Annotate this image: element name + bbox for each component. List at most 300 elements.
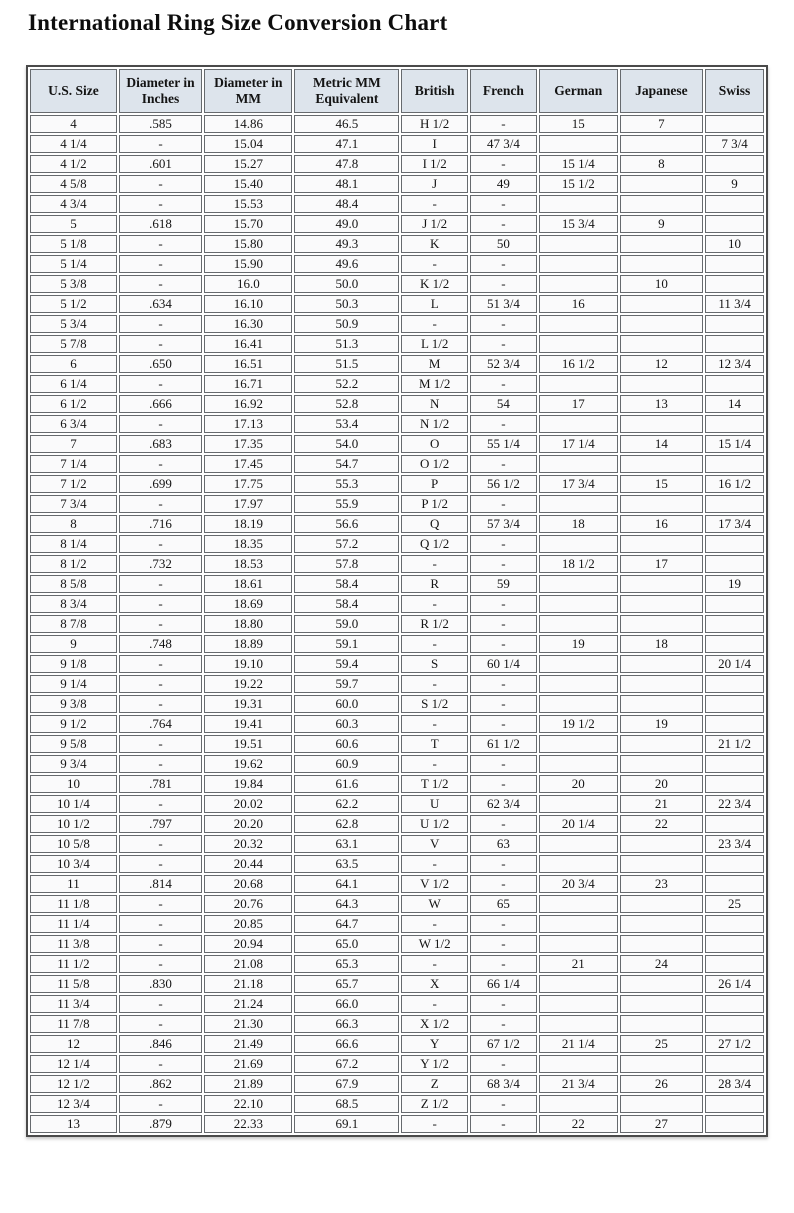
table-row	[30, 675, 764, 693]
cell: 14	[705, 395, 764, 413]
cell: 18	[539, 515, 618, 533]
cell: 18.35	[204, 535, 292, 553]
cell	[539, 1095, 618, 1113]
cell: 19.62	[204, 755, 292, 773]
cell: Z 1/2	[401, 1095, 468, 1113]
cell: -	[119, 195, 202, 213]
cell: 7 1/2	[30, 475, 117, 493]
cell: 9 5/8	[30, 735, 117, 753]
cell: -	[119, 455, 202, 473]
cell: H 1/2	[401, 115, 468, 133]
cell	[705, 195, 764, 213]
cell: 17	[539, 395, 618, 413]
table-row	[30, 855, 764, 873]
cell: 4 1/4	[30, 135, 117, 153]
cell	[705, 315, 764, 333]
cell: 27	[620, 1115, 703, 1133]
cell: 57 3/4	[470, 515, 537, 533]
cell: I	[401, 135, 468, 153]
cell: 21.30	[204, 1015, 292, 1033]
table-row	[30, 155, 764, 173]
cell: -	[119, 595, 202, 613]
cell	[539, 975, 618, 993]
cell: 47.8	[294, 155, 399, 173]
cell: 11 1/8	[30, 895, 117, 913]
cell	[620, 455, 703, 473]
cell: 9 3/4	[30, 755, 117, 773]
cell	[705, 495, 764, 513]
cell: -	[119, 915, 202, 933]
cell	[705, 255, 764, 273]
column-header: French	[470, 69, 537, 113]
cell	[620, 655, 703, 673]
cell	[705, 1115, 764, 1133]
cell: 50.9	[294, 315, 399, 333]
cell: T 1/2	[401, 775, 468, 793]
cell: -	[401, 855, 468, 873]
column-header: British	[401, 69, 468, 113]
cell: 12 3/4	[705, 355, 764, 373]
cell	[705, 675, 764, 693]
cell: .781	[119, 775, 202, 793]
cell: -	[119, 235, 202, 253]
cell: 17.13	[204, 415, 292, 433]
cell: 26 1/4	[705, 975, 764, 993]
cell	[705, 535, 764, 553]
cell: 54	[470, 395, 537, 413]
table-row	[30, 395, 764, 413]
cell: 17 3/4	[705, 515, 764, 533]
cell: -	[470, 915, 537, 933]
table-row	[30, 775, 764, 793]
cell: 21	[620, 795, 703, 813]
cell	[539, 415, 618, 433]
cell: 66.6	[294, 1035, 399, 1053]
cell: 21	[539, 955, 618, 973]
cell: 19.10	[204, 655, 292, 673]
cell: S	[401, 655, 468, 673]
cell: -	[470, 935, 537, 953]
cell: 19.22	[204, 675, 292, 693]
cell: 11 3/4	[30, 995, 117, 1013]
cell: 62.8	[294, 815, 399, 833]
cell: 52.8	[294, 395, 399, 413]
cell: 68.5	[294, 1095, 399, 1113]
cell: X	[401, 975, 468, 993]
cell: 22.33	[204, 1115, 292, 1133]
cell: 27 1/2	[705, 1035, 764, 1053]
cell: 15.04	[204, 135, 292, 153]
cell: -	[119, 375, 202, 393]
cell	[705, 995, 764, 1013]
cell: .683	[119, 435, 202, 453]
cell: 20.85	[204, 915, 292, 933]
cell: -	[119, 695, 202, 713]
cell: 67.2	[294, 1055, 399, 1073]
cell: .699	[119, 475, 202, 493]
cell: 22	[539, 1115, 618, 1133]
cell: Q	[401, 515, 468, 533]
cell: 57.2	[294, 535, 399, 553]
cell	[705, 335, 764, 353]
cell: 18.61	[204, 575, 292, 593]
cell: 15 1/4	[539, 155, 618, 173]
cell: 63.1	[294, 835, 399, 853]
cell: 66.3	[294, 1015, 399, 1033]
cell: -	[119, 735, 202, 753]
cell: 6 1/2	[30, 395, 117, 413]
cell	[539, 855, 618, 873]
cell: 61 1/2	[470, 735, 537, 753]
cell: 60.6	[294, 735, 399, 753]
cell: 19	[539, 635, 618, 653]
table-row	[30, 915, 764, 933]
cell: 15.80	[204, 235, 292, 253]
cell: 12	[620, 355, 703, 373]
cell: -	[119, 895, 202, 913]
cell: 58.4	[294, 575, 399, 593]
table-row	[30, 495, 764, 513]
cell: .830	[119, 975, 202, 993]
cell: R 1/2	[401, 615, 468, 633]
cell: .814	[119, 875, 202, 893]
cell: 18.89	[204, 635, 292, 653]
cell: 66 1/4	[470, 975, 537, 993]
cell: -	[119, 255, 202, 273]
table-row	[30, 275, 764, 293]
cell	[539, 835, 618, 853]
cell: 4 1/2	[30, 155, 117, 173]
cell: -	[470, 995, 537, 1013]
cell: 11 3/8	[30, 935, 117, 953]
cell: 21 1/2	[705, 735, 764, 753]
cell: -	[470, 775, 537, 793]
cell: U 1/2	[401, 815, 468, 833]
table-row	[30, 895, 764, 913]
cell: T	[401, 735, 468, 753]
cell: 11 3/4	[705, 295, 764, 313]
cell: 4 3/4	[30, 195, 117, 213]
cell	[705, 715, 764, 733]
table-row	[30, 755, 764, 773]
cell	[620, 615, 703, 633]
cell: 19.84	[204, 775, 292, 793]
cell: 16.51	[204, 355, 292, 373]
cell	[705, 615, 764, 633]
cell	[705, 275, 764, 293]
cell	[620, 675, 703, 693]
cell: 10	[620, 275, 703, 293]
cell: 21.69	[204, 1055, 292, 1073]
cell: 59.1	[294, 635, 399, 653]
cell: -	[470, 715, 537, 733]
cell: 9 1/2	[30, 715, 117, 733]
cell: 16.92	[204, 395, 292, 413]
cell: U	[401, 795, 468, 813]
cell: 8 7/8	[30, 615, 117, 633]
cell: .618	[119, 215, 202, 233]
cell: 64.7	[294, 915, 399, 933]
cell: 23 3/4	[705, 835, 764, 853]
column-header: Japanese	[620, 69, 703, 113]
cell: 22 3/4	[705, 795, 764, 813]
column-header: German	[539, 69, 618, 113]
cell: L	[401, 295, 468, 313]
cell: P	[401, 475, 468, 493]
table-row	[30, 955, 764, 973]
cell	[705, 1095, 764, 1113]
column-header: Diameter in MM	[204, 69, 292, 113]
cell: 58.4	[294, 595, 399, 613]
cell: 47 3/4	[470, 135, 537, 153]
cell: 55.9	[294, 495, 399, 513]
cell: -	[470, 495, 537, 513]
cell: 65.0	[294, 935, 399, 953]
cell: 59.4	[294, 655, 399, 673]
cell: 12 3/4	[30, 1095, 117, 1113]
cell: -	[119, 995, 202, 1013]
cell: 60.3	[294, 715, 399, 733]
column-header: Metric MM Equivalent	[294, 69, 399, 113]
cell	[705, 155, 764, 173]
cell	[620, 995, 703, 1013]
cell	[620, 895, 703, 913]
cell: 15.90	[204, 255, 292, 273]
cell: J	[401, 175, 468, 193]
cell	[539, 575, 618, 593]
cell: -	[470, 375, 537, 393]
cell	[539, 655, 618, 673]
cell	[620, 315, 703, 333]
cell: -	[470, 115, 537, 133]
cell: 15.53	[204, 195, 292, 213]
cell: 50.0	[294, 275, 399, 293]
cell	[539, 795, 618, 813]
cell: -	[119, 835, 202, 853]
cell: 59	[470, 575, 537, 593]
cell	[620, 1095, 703, 1113]
cell: -	[470, 215, 537, 233]
cell	[620, 915, 703, 933]
cell: 12	[30, 1035, 117, 1053]
cell: -	[119, 1015, 202, 1033]
cell: -	[470, 755, 537, 773]
table-row	[30, 315, 764, 333]
cell: 51.3	[294, 335, 399, 353]
table-row	[30, 235, 764, 253]
cell: 17.75	[204, 475, 292, 493]
cell	[539, 455, 618, 473]
table-header	[30, 69, 764, 113]
table-row	[30, 435, 764, 453]
table-row	[30, 655, 764, 673]
table-row	[30, 595, 764, 613]
cell	[539, 595, 618, 613]
cell	[620, 235, 703, 253]
cell: 57.8	[294, 555, 399, 573]
cell: 8 1/4	[30, 535, 117, 553]
cell: 51 3/4	[470, 295, 537, 313]
cell: W	[401, 895, 468, 913]
table-row	[30, 195, 764, 213]
cell: 66.0	[294, 995, 399, 1013]
cell: J 1/2	[401, 215, 468, 233]
cell: -	[401, 715, 468, 733]
cell: V 1/2	[401, 875, 468, 893]
cell: 18	[620, 635, 703, 653]
cell: 9 1/8	[30, 655, 117, 673]
cell: 15.70	[204, 215, 292, 233]
cell: 11 5/8	[30, 975, 117, 993]
cell: 7 3/4	[30, 495, 117, 513]
cell: X 1/2	[401, 1015, 468, 1033]
cell: 49	[470, 175, 537, 193]
cell: K 1/2	[401, 275, 468, 293]
cell: 8 3/4	[30, 595, 117, 613]
cell: 10 1/4	[30, 795, 117, 813]
cell	[705, 935, 764, 953]
page-title: International Ring Size Conversion Chart	[28, 10, 448, 35]
cell: M 1/2	[401, 375, 468, 393]
cell: 15 1/2	[539, 175, 618, 193]
cell: 19	[620, 715, 703, 733]
cell	[705, 635, 764, 653]
table-row	[30, 1075, 764, 1093]
cell: N	[401, 395, 468, 413]
cell: 63.5	[294, 855, 399, 873]
table-row	[30, 455, 764, 473]
cell: 15.40	[204, 175, 292, 193]
cell	[705, 415, 764, 433]
cell: -	[401, 595, 468, 613]
cell	[705, 755, 764, 773]
cell: 16 1/2	[705, 475, 764, 493]
cell: P 1/2	[401, 495, 468, 513]
cell: O 1/2	[401, 455, 468, 473]
cell: 20.76	[204, 895, 292, 913]
cell	[620, 695, 703, 713]
cell: .879	[119, 1115, 202, 1133]
cell	[620, 1055, 703, 1073]
cell: .797	[119, 815, 202, 833]
cell: 6 3/4	[30, 415, 117, 433]
cell: 5 1/4	[30, 255, 117, 273]
cell: -	[119, 335, 202, 353]
cell: 52.2	[294, 375, 399, 393]
cell: 20.94	[204, 935, 292, 953]
cell: 48.4	[294, 195, 399, 213]
cell	[539, 135, 618, 153]
cell	[620, 415, 703, 433]
table-row	[30, 1095, 764, 1113]
cell: 9	[30, 635, 117, 653]
table-row	[30, 815, 764, 833]
cell	[705, 1055, 764, 1073]
cell: .650	[119, 355, 202, 373]
cell	[705, 215, 764, 233]
cell: M	[401, 355, 468, 373]
cell: 16 1/2	[539, 355, 618, 373]
cell: 68 3/4	[470, 1075, 537, 1093]
cell: 9	[705, 175, 764, 193]
cell: Q 1/2	[401, 535, 468, 553]
table-row	[30, 1055, 764, 1073]
cell	[539, 915, 618, 933]
cell: 53.4	[294, 415, 399, 433]
cell: -	[119, 315, 202, 333]
cell: 15 1/4	[705, 435, 764, 453]
table-row	[30, 335, 764, 353]
cell	[620, 535, 703, 553]
cell: 22.10	[204, 1095, 292, 1113]
cell	[620, 255, 703, 273]
cell: 8	[30, 515, 117, 533]
cell	[620, 935, 703, 953]
cell	[620, 335, 703, 353]
cell: -	[470, 1055, 537, 1073]
cell: R	[401, 575, 468, 593]
cell: 65	[470, 895, 537, 913]
cell: 15	[620, 475, 703, 493]
table-row	[30, 475, 764, 493]
cell: 17.35	[204, 435, 292, 453]
cell	[539, 1055, 618, 1073]
cell: -	[119, 615, 202, 633]
cell: 62 3/4	[470, 795, 537, 813]
cell: 9 1/4	[30, 675, 117, 693]
cell	[539, 495, 618, 513]
cell: 16	[539, 295, 618, 313]
cell: -	[470, 275, 537, 293]
table-row	[30, 355, 764, 373]
cell	[620, 175, 703, 193]
cell	[620, 375, 703, 393]
cell: 12 1/4	[30, 1055, 117, 1073]
cell: 64.3	[294, 895, 399, 913]
cell: -	[470, 555, 537, 573]
cell: -	[401, 635, 468, 653]
cell: 56.6	[294, 515, 399, 533]
cell: -	[470, 315, 537, 333]
cell	[620, 835, 703, 853]
cell: 20.32	[204, 835, 292, 853]
table-row	[30, 615, 764, 633]
table-row	[30, 835, 764, 853]
cell: 23	[620, 875, 703, 893]
cell: 5 3/4	[30, 315, 117, 333]
cell	[705, 1015, 764, 1033]
column-header: Diameter in Inches	[119, 69, 202, 113]
cell: 16.30	[204, 315, 292, 333]
cell: 47.1	[294, 135, 399, 153]
cell: -	[470, 875, 537, 893]
cell: 28 3/4	[705, 1075, 764, 1093]
cell	[705, 915, 764, 933]
cell: 9 3/8	[30, 695, 117, 713]
cell: -	[401, 1115, 468, 1133]
cell: 54.0	[294, 435, 399, 453]
table-row	[30, 1015, 764, 1033]
cell: 69.1	[294, 1115, 399, 1133]
cell: 54.7	[294, 455, 399, 473]
cell: 15.27	[204, 155, 292, 173]
cell: 17.45	[204, 455, 292, 473]
cell: 49.0	[294, 215, 399, 233]
cell: -	[401, 555, 468, 573]
cell: 4	[30, 115, 117, 133]
cell: 9	[620, 215, 703, 233]
cell: 11 1/2	[30, 955, 117, 973]
